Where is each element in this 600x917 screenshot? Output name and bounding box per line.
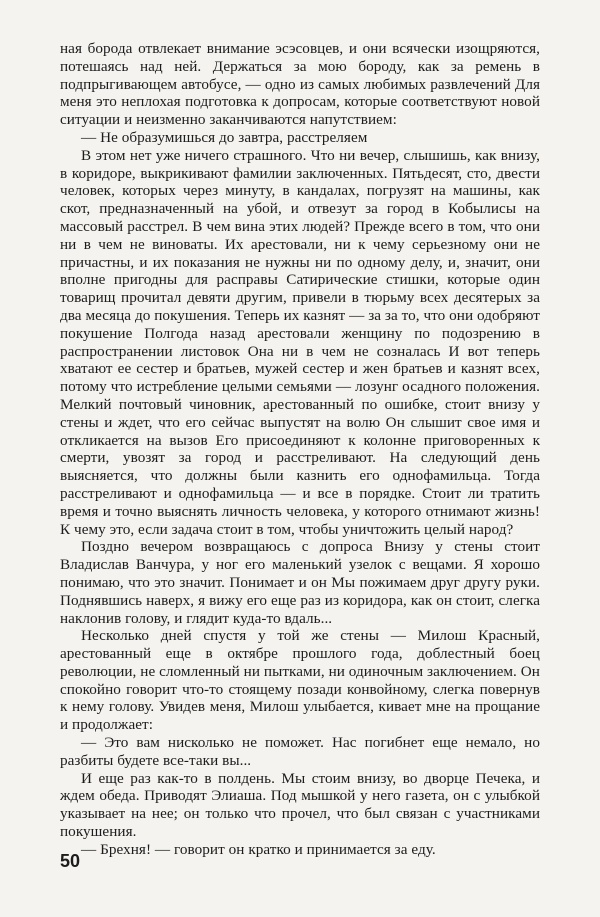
paragraph: — Не образумишься до завтра, расстреляем — [81, 128, 368, 146]
paragraph: В этом нет уже ничего страшного. Что ни вечер, слышишь, как внизу, в коридоре, выкрикивают фамилии заключенных. Пятьдесят, сто, двести человек, которых через минуту, в кандалах, погрузят на машины, как скот, предназначенный на убой, и отвезут за город в Кобылисы на массовый расстрел. В чем вина этих людей? Прежде всего в том, что они ни в чем не виноваты. Их арестовали, ни к чему серьезному они не причастны, и их показания не нужны ни по одному делу, и, значит, они вполне пригодны для расправы Сатирические стишки, которые один товарищ прочитал девяти другим, привели в тюрьму всех десятерых за два месяца до покушения. Теперь их казнят — за за то, что они одобряют покушение Полгода назад арестовали женщину по подозрению в распространении листовок Она ни в чем не созналась И вот теперь хватают ее сестер и братьев, мужей сестер и жен братьев и казнят всех, потому что истребление целыми семьями — лозунг осадного положения. Мелкий почтовый чиновник, арестованный по ошибке, стоит внизу у стены и ждет, что его сейчас выпустят на волю Он слышит свое имя и откликается на вызов Его присоединяют к колонне приговоренных к смерти, увозят за город и расстреливают. На следующий день выясняется, что должны были казнить его однофамильца. Тогда расстреливают и однофамильца — и все в порядке. Стоит ли тратить время и точно выяснять личность человека, у которого отнимают жизнь! К чему это, если задача стоит в том, чтобы уничтожить целый народ? — [60, 146, 540, 538]
paragraph: И еще раз как-то в полдень. Мы стоим внизу, во дворце Печека, и ждем обеда. Приводят Элиаша. Под мышкой у него газета, он с улыбкой указывает на нее; он только что прочел, что был связан с участниками покушения. — [60, 769, 540, 841]
paragraph: ная борода отвлекает внимание эсэсовцев, и они всячески изощряются, потешаясь над ней. Держаться за мою бороду, как за ремень в подпрыгивающем автобусе, — одно из самых любимых развлечений Для меня это неплохая подготовка к допросам, которые соответствуют новой ситуации и неизменно заканчиваются напутствием: — [60, 40, 540, 129]
page-number: 50 — [60, 851, 81, 871]
paragraph: Несколько дней спустя у той же стены — Милош Красный, арестованный еще в октябре прошлого года, доблестный боец революции, не сломленный ни пытками, ни одиночным заключением. Он спокойно говорит что-то стоящему позади конвойному, слегка повернув к нему голову. Увидев меня, Милош улыбается, кивает мне на прощание и продолжает: — [60, 627, 540, 734]
paragraph: Поздно вечером возвращаюсь с допроса Внизу у стены стоит Владислав Ванчура, у ног его маленький узелок с вещами. Я хорошо понимаю, что это значит. Понимает и он Мы пожимаем друг другу руки. Поднявшись наверх, я вижу его еще раз из коридора, как он стоит, слегка наклонив голову, и глядит куда-то вдаль... — [60, 538, 540, 627]
paragraph: — Это вам нисколько не поможет. Нас погибнет еще немало, но разбиты будете все-таки вы... — [60, 734, 540, 769]
page-text — [60, 40, 540, 859]
paragraph: — Брехня! — говорит он кратко и принимается за еду. — [81, 840, 436, 858]
